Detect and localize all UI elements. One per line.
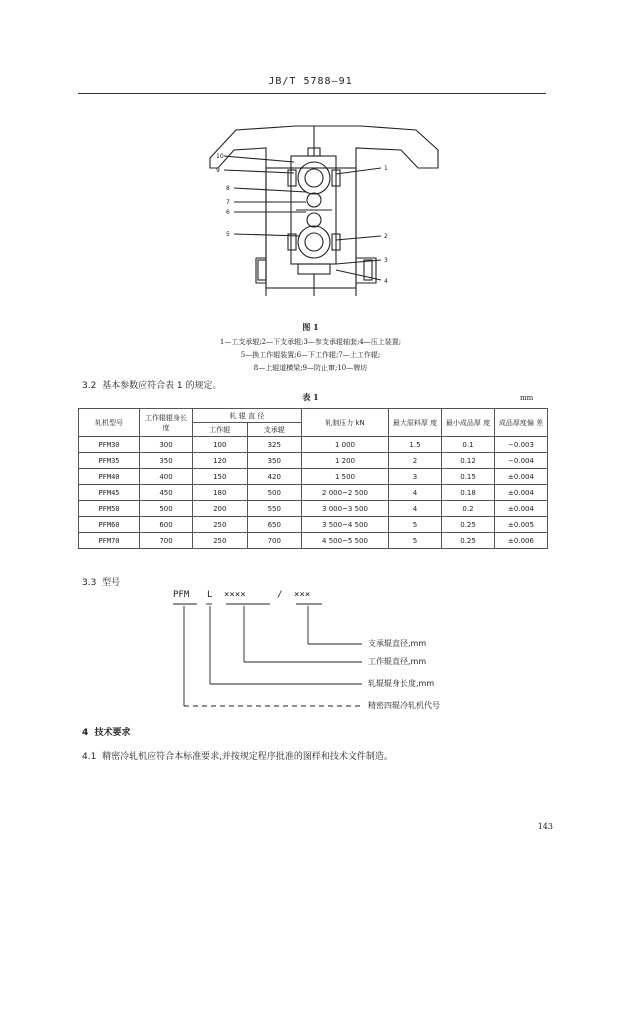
label-backup-diameter: 支承辊直径,mm [368,639,427,648]
cell-min: 0.2 [442,501,495,517]
cell-max: 4 [389,501,442,517]
cell-backup: 350 [247,453,302,469]
model-slash: / [277,590,283,600]
cell-model: PFM70 [79,533,140,549]
cell-model: PFM40 [79,469,140,485]
cell-length: 500 [140,501,193,517]
section-title: 型号 [102,578,121,588]
cell-tol: −0.004 [495,453,548,469]
cell-backup: 500 [247,485,302,501]
cell-max: 3 [389,469,442,485]
cell-length: 450 [140,485,193,501]
cell-model: PFM35 [79,453,140,469]
cell-min: 0.18 [442,485,495,501]
model-code-leaders [170,600,370,712]
label-work-diameter: 工作辊直径,mm [368,657,427,666]
callout-label: 2 [384,233,388,240]
model-part-work: ×××× [224,590,246,600]
cell-length: 600 [140,517,193,533]
callout-label: 4 [384,278,388,285]
table-row [79,485,548,501]
cell-min: 0.25 [442,517,495,533]
figure-legend-3: 8—上辊道横梁;9—防止窜;10—牌坊 [253,364,368,372]
cell-max: 2 [389,453,442,469]
callout-label: 6 [226,209,230,216]
cell-backup: 550 [247,501,302,517]
cell-tol: −0.003 [495,437,548,453]
cell-tol: ±0.004 [495,501,548,517]
figure-title: 图 1 [302,322,319,332]
cell-backup: 700 [247,533,302,549]
header-work-roll: 工作辊 [193,423,248,437]
header-model: 轧机型号 [79,409,140,437]
header-min-thickness: 最小成品厚 度 [442,409,495,437]
cell-max: 1.5 [389,437,442,453]
cell-work: 250 [193,517,248,533]
header-work-roll-length: 工作辊辊身长度 [140,409,193,437]
section-number: 3.3 [82,578,97,588]
table-caption: 表 1 [302,392,319,402]
callout-label: 9 [216,167,220,174]
cell-max: 5 [389,517,442,533]
cell-force: 3 500~4 500 [302,517,389,533]
section-3-2 [82,378,222,391]
section-3-3 [82,575,120,588]
label-mill-code: 精密四辊冷轧机代号 [368,701,440,710]
document-header: JB/T 5788—91 [268,76,353,87]
section-text: 基本参数应符合表 1 的规定。 [102,381,222,391]
cell-force: 2 000~2 500 [302,485,389,501]
callout-label: 5 [226,231,230,238]
cell-model: PFM50 [79,501,140,517]
cell-min: 0.1 [442,437,495,453]
cell-min: 0.25 [442,533,495,549]
header-backup-roll: 支承辊 [247,423,302,437]
model-prefix: PFM [173,590,190,600]
cell-backup: 325 [247,437,302,453]
section-text: 精密冷轧机应符合本标准要求,并按规定程序批准的图样和技术文件制造。 [102,752,393,762]
cell-length: 400 [140,469,193,485]
cell-work: 180 [193,485,248,501]
table-row [79,517,548,533]
mill-stand-drawing [176,108,446,313]
callout-label: 10 [216,153,224,160]
cell-model: PFM30 [79,437,140,453]
table-row [79,469,548,485]
callout-label: 1 [384,165,388,172]
header-max-thickness: 最大原料厚 度 [389,409,442,437]
cell-work: 250 [193,533,248,549]
section-title: 技术要求 [94,728,131,738]
cell-backup: 650 [247,517,302,533]
table-row [79,453,548,469]
header-roll-diameter: 轧 辊 直 径 [193,409,302,423]
callout-label: 8 [226,185,230,192]
cell-tol: ±0.006 [495,533,548,549]
section-4-1 [82,749,393,762]
section-4 [82,725,131,738]
cell-max: 4 [389,485,442,501]
callout-label: 3 [384,257,388,264]
label-roll-length: 轧辊辊身长度,mm [368,679,435,688]
model-part-backup: ××× [294,590,311,600]
table-row [79,501,548,517]
figure-legend-2: 5—换工作辊装置;6—下工作辊;7—上工作辊; [240,351,381,359]
cell-tol: ±0.005 [495,517,548,533]
cell-model: PFM60 [79,517,140,533]
figure-legend-1: 1—工支承辊;2—下支承辊;3—参支承辊轴套;4—压上装置; [219,338,402,346]
cell-force: 1 000 [302,437,389,453]
cell-force: 3 000~3 500 [302,501,389,517]
cell-work: 150 [193,469,248,485]
cell-length: 350 [140,453,193,469]
cell-force: 4 500~5 500 [302,533,389,549]
header-tolerance: 成品厚度偏 差 [495,409,548,437]
parameter-table [78,408,548,549]
section-number: 4.1 [82,752,97,762]
cell-tol: ±0.004 [495,469,548,485]
header-rule [78,93,546,94]
cell-length: 300 [140,437,193,453]
cell-force: 1 200 [302,453,389,469]
cell-max: 5 [389,533,442,549]
cell-work: 120 [193,453,248,469]
table-row [79,437,548,453]
section-number: 4 [82,728,89,738]
model-part-length: L [207,590,213,600]
cell-min: 0.12 [442,453,495,469]
cell-tol: ±0.004 [495,485,548,501]
cell-length: 700 [140,533,193,549]
header-rolling-force: 轧制压力 kN [302,409,389,437]
callout-label: 7 [226,199,230,206]
table-unit: mm [520,394,534,402]
cell-work: 100 [193,437,248,453]
cell-model: PFM45 [79,485,140,501]
cell-work: 200 [193,501,248,517]
page-number: 143 [537,822,553,831]
cell-force: 1 500 [302,469,389,485]
cell-backup: 420 [247,469,302,485]
section-number: 3.2 [82,381,97,391]
cell-min: 0.15 [442,469,495,485]
table-row [79,533,548,549]
